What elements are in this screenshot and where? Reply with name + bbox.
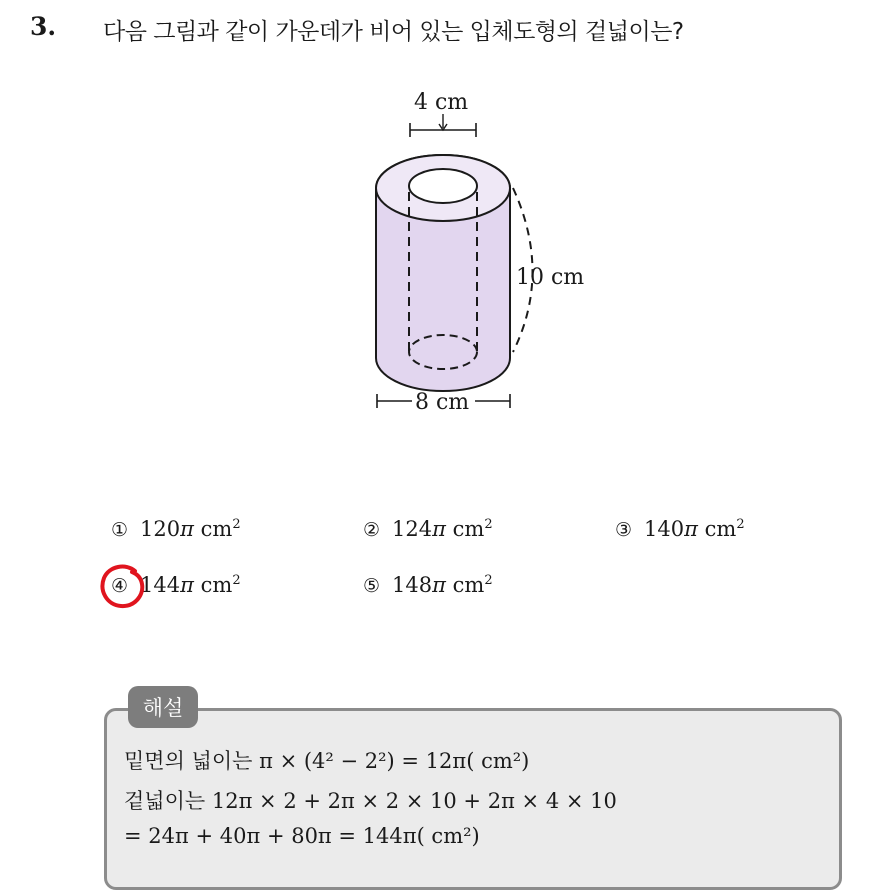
question-text: 다음 그림과 같이 가운데가 비어 있는 입체도형의 겉넓이는? bbox=[103, 19, 684, 45]
choice-number: ② bbox=[363, 519, 381, 541]
choice-number: ④ bbox=[111, 575, 129, 597]
solution-line-2: 겉넓이는 12π × 2 + 2π × 2 × 10 + 2π × 4 × 10 bbox=[124, 789, 617, 813]
choice-1[interactable]: ① 120π $cm^2$ bbox=[111, 517, 241, 541]
choice-2[interactable]: ② 124π $cm^2$ bbox=[363, 517, 493, 541]
question-number: 3. bbox=[30, 12, 57, 41]
choice-5[interactable]: ⑤ 148π $cm^2$ bbox=[363, 573, 493, 597]
solution-tab: 해설 bbox=[128, 686, 198, 728]
choice-3[interactable]: ③ 140π $cm^2$ bbox=[615, 517, 745, 541]
inner-hole-top bbox=[409, 169, 477, 203]
hollow-cylinder-figure bbox=[330, 80, 600, 430]
inner-diameter-label: 4 cm bbox=[414, 90, 469, 115]
choice-number: ⑤ bbox=[363, 575, 381, 597]
answer-circle-mark bbox=[99, 562, 149, 612]
choice-4[interactable]: ④ 144π $cm^2$ bbox=[111, 573, 241, 597]
solution-line-1: 밑면의 넓이는 π × (4² − 2²) = 12π( cm²) bbox=[124, 749, 530, 773]
outer-diameter-label: 8 cm bbox=[415, 390, 470, 415]
height-label: 10 cm bbox=[516, 265, 585, 290]
solution-line-3: = 24π + 40π + 80π = 144π( cm²) bbox=[124, 824, 480, 848]
choice-number: ③ bbox=[615, 519, 633, 541]
choice-number: ① bbox=[111, 519, 129, 541]
